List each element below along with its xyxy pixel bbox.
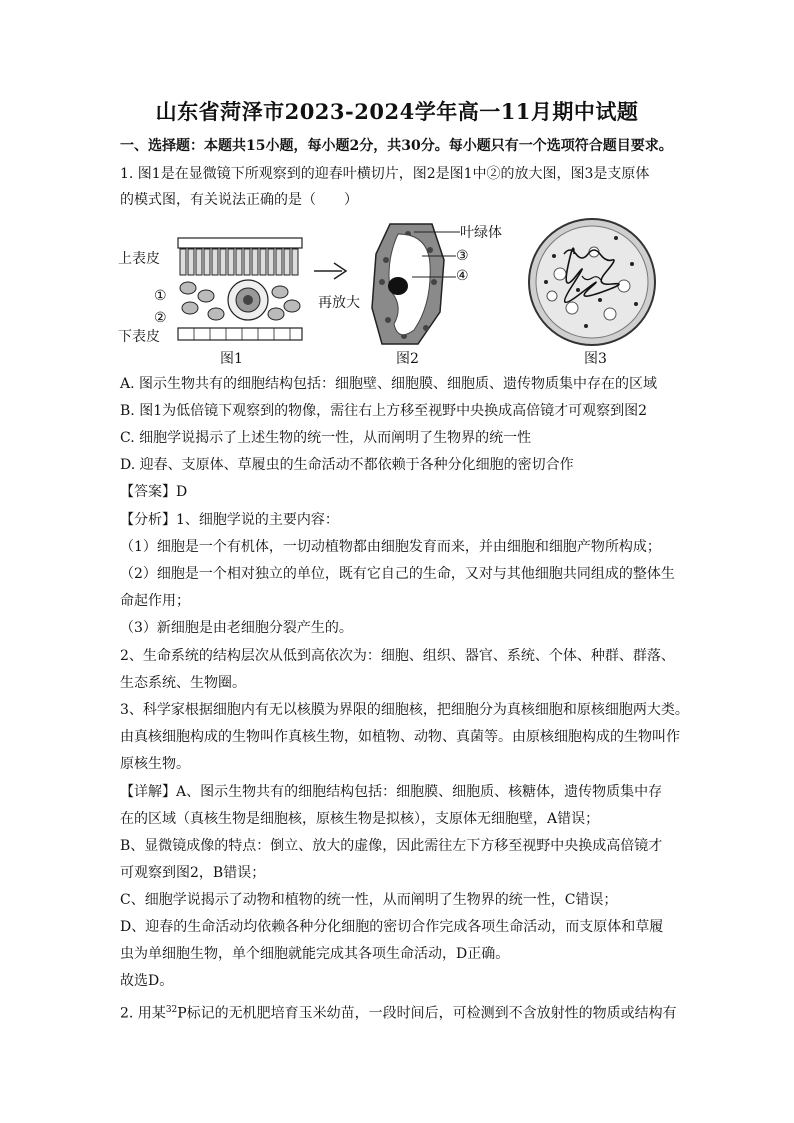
- option-c: C. 细胞学说揭示了上述生物的统一性，从而阐明了生物界的统一性: [120, 430, 532, 446]
- answer: 【答案】D: [120, 484, 188, 500]
- question-2-stem: [120, 1000, 677, 1024]
- section-heading: 一、选择题：本题共15小题，每小题2分，共30分。每小题只有一个选项符合题目要求。: [120, 138, 673, 154]
- magnify-arrow-icon: [312, 260, 354, 282]
- detail-line: 可观察到图2，B错误；: [120, 865, 266, 881]
- detail-line: D、迎春的生命活动均依赖各种分化细胞的密切合作完成各项生命活动，而支原体和草履: [120, 919, 664, 935]
- page-title: 山东省菏泽市2023-2024学年高一11月期中试题: [155, 99, 639, 124]
- question-1-stem-line-2: 的模式图，有关说法正确的是（ ）: [120, 192, 358, 208]
- analysis-line: 原核生物。: [120, 756, 190, 772]
- question-1-figures: [118, 214, 678, 372]
- figure-2-leader-lines: [408, 222, 460, 282]
- isotope-superscript: 32: [165, 1005, 178, 1015]
- question-2-suffix: P标记的无机肥培育玉米幼苗，一段时间后，可检测到不含放射性的物质或结构有: [177, 1005, 677, 1022]
- detail-line: C、细胞学说揭示了动物和植物的统一性，从而阐明了生物界的统一性，C错误；: [120, 892, 618, 908]
- analysis-line: 由真核细胞构成的生物叫作真核生物，如植物、动物、真菌等。由原核细胞构成的生物叫作: [120, 729, 680, 745]
- analysis-line: 3、科学家根据细胞内有无以核膜为界限的细胞核，把细胞分为真核细胞和原核细胞两大类。: [120, 702, 689, 718]
- option-d: D. 迎春、支原体、草履虫的生命活动不都依赖于各种分化细胞的密切合作: [120, 457, 574, 473]
- detail-line: 虫为单细胞生物，单个细胞就能完成其各项生命活动，D正确。: [120, 946, 510, 962]
- mycoplasma-figure: [524, 216, 660, 348]
- option-b: B. 图1为低倍镜下观察到的物像，需往右上方移至视野中央换成高倍镜才可观察到图2: [120, 403, 648, 419]
- lower-epidermis-label: 下表皮: [118, 329, 160, 345]
- upper-epidermis-label: 上表皮: [118, 251, 160, 267]
- leaf-cross-section-figure: [176, 236, 306, 344]
- question-1-stem-line-1: 1. 图1是在显微镜下所观察到的迎春叶横切片，图2是图1中②的放大图，图3是支原体: [120, 166, 650, 182]
- figure-1-label: 图1: [220, 351, 243, 367]
- detail-line: 【详解】A、图示生物共有的细胞结构包括：细胞膜、细胞质、核糖体，遗传物质集中存: [120, 784, 663, 800]
- marker-2-label: ②: [154, 310, 167, 326]
- analysis-line: 2、生命系统的结构层次从低到高依次为：细胞、组织、器官、系统、个体、种群、群落、: [120, 648, 675, 664]
- option-a: A. 图示生物共有的细胞结构包括：细胞壁、细胞膜、细胞质、遗传物质集中存在的区域: [120, 376, 658, 392]
- analysis-line: 生态系统、生物圈。: [120, 675, 246, 691]
- analysis-line: （2）细胞是一个相对独立的单位，既有它自己的生命，又对与其他细胞共同组成的整体生: [120, 566, 675, 582]
- marker-1-label: ①: [154, 288, 167, 304]
- chloroplast-label: 叶绿体: [460, 225, 502, 241]
- analysis-line: 命起作用；: [120, 593, 190, 609]
- question-2-prefix: 2. 用某: [120, 1005, 166, 1022]
- marker-3-label: ③: [456, 248, 469, 264]
- figure-2-label: 图2: [396, 351, 419, 367]
- figure-3-label: 图3: [584, 351, 607, 367]
- analysis-line: （1）细胞是一个有机体，一切动植物都由细胞发育而来，并由细胞和细胞产物所构成；: [120, 539, 661, 555]
- analysis-line: （3）新细胞是由老细胞分裂产生的。: [120, 620, 353, 636]
- magnify-label: 再放大: [318, 295, 360, 311]
- detail-line: B、显微镜成像的特点：倒立、放大的虚像，因此需往左下方移至视野中央换成高倍镜才: [120, 838, 663, 854]
- analysis-line: 【分析】1、细胞学说的主要内容：: [120, 512, 339, 528]
- detail-line: 在的区域（真核生物是细胞核，原核生物是拟核），支原体无细胞壁，A错误；: [120, 811, 600, 827]
- marker-4-label: ④: [456, 268, 469, 284]
- detail-line: 故选D。: [120, 973, 174, 989]
